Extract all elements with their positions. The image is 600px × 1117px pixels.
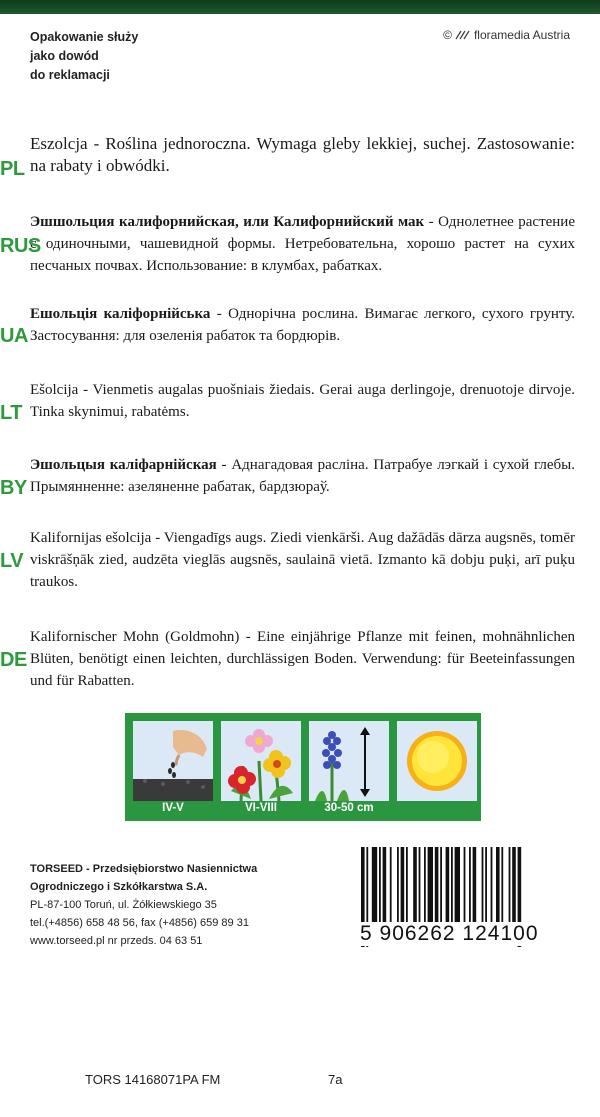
- barcode-bar: [455, 847, 460, 923]
- warranty-line: do reklamacji: [30, 68, 110, 82]
- company-address: PL-87-100 Toruń, ul. Żółkiewskiego 35: [30, 899, 217, 911]
- flowering-label: VI-VIII: [245, 802, 277, 814]
- description-body: - Однолетнее растение с одиночными, чашевидной формы. Нетребовательна, хорошо растет на сухих песчаных почвах. Использование: в клумбах, рабатках.: [30, 214, 575, 274]
- description-text: [30, 454, 575, 498]
- description-text: [30, 133, 575, 177]
- barcode-bar: [424, 847, 426, 923]
- description-de: [30, 626, 575, 692]
- company-name-line1: TORSEED - Przedsiębiorstwo Nasiennictwa: [30, 863, 258, 875]
- height-label: 30-50 cm: [324, 802, 374, 814]
- barcode-bar: [419, 847, 421, 923]
- barcode-bar: [485, 847, 487, 923]
- barcode-bar: [509, 847, 511, 923]
- barcode-bar: [383, 847, 387, 923]
- warranty-note: [30, 28, 230, 85]
- sowing-label: IV-V: [162, 802, 184, 814]
- barcode-bar: [406, 847, 408, 923]
- barcode-bar: [501, 847, 503, 923]
- barcode-bar: [428, 847, 433, 923]
- barcode-digits: 5 906262 124100: [360, 922, 575, 946]
- product-variant-number: 7a: [328, 1072, 343, 1087]
- description-rus: [30, 211, 575, 277]
- barcode-bar: [482, 847, 484, 923]
- description-body: - Roślina jednoroczna. Wymaga gleby lekkiej, suchej. Zastosowanie: na rabaty i obwódki.: [30, 134, 575, 175]
- description-pl: [30, 133, 575, 177]
- copyright-notice: [443, 28, 570, 42]
- lang-code-rus: RUS: [0, 235, 41, 257]
- floramedia-logo-icon: [455, 30, 471, 40]
- barcode-bar: [464, 847, 466, 923]
- description-text: [30, 379, 575, 423]
- flowering-icon: [221, 721, 301, 801]
- barcode-bar: [397, 847, 399, 923]
- description-lead: Ешольція каліфорнійська: [30, 306, 211, 322]
- description-text: [30, 527, 575, 593]
- description-lead: Эшшольция калифорнийская, или Калифорнийский мак: [30, 214, 425, 230]
- height-icon: [309, 721, 389, 801]
- description-body: Ešolcija - Vienmetis augalas puošniais žiedais. Gerai auga derlingoje, drenuotoje dirvoje. Tinka skynimui, rabatėms.: [30, 382, 575, 420]
- description-text: [30, 211, 575, 277]
- description-lt: [30, 379, 575, 423]
- lang-code-by: BY: [0, 477, 27, 499]
- product-code: TORS 14168071PA FM: [85, 1072, 221, 1087]
- description-by: [30, 454, 575, 498]
- description-lv: [30, 527, 575, 593]
- barcode-bar: [413, 847, 417, 923]
- barcode-bar: [451, 847, 453, 923]
- company-website: www.torseed.pl nr przeds. 04 63 51: [30, 935, 203, 947]
- barcode-bar: [401, 847, 405, 923]
- barcode-bar: [440, 847, 442, 923]
- description-text: [30, 626, 575, 692]
- lang-code-de: DE: [0, 649, 27, 671]
- company-name-line2: Ogrodniczego i Szkółkarstwa S.A.: [30, 881, 208, 893]
- description-body: - Аднагадовая расліна. Патрабуе лэгкай і сухой глебы. Прымянненне: азеляненне рабатак, бардзюраў.: [30, 457, 575, 495]
- description-body: Kalifornischer Mohn (Goldmohn) - Eine einjährige Pflanze mit feinen, mohnähnlichen Blüten, benötigt einen leichten, durchlässigen Boden. Verwendung: für Beeteinfassungen und für Rabatten.: [30, 629, 575, 689]
- barcode-bar: [469, 847, 471, 923]
- barcode-bar: [390, 847, 392, 923]
- company-phone: tel.(+4856) 658 48 56, fax (+4856) 659 89 31: [30, 917, 249, 929]
- barcode-bar: [379, 847, 381, 923]
- top-color-band: [0, 0, 600, 14]
- description-body: Kalifornijas ešolcija - Viengadīgs augs. Ziedi vienkārši. Aug dažādās dārza augsnēs, tomēr viskrāšņāk zied, audzēta vieglās augsnēs, saulainā vietā. Izmanto kā dobju puķi, arī puķu traukos.: [30, 530, 575, 590]
- description-text: [30, 303, 575, 347]
- lang-code-pl: PL: [0, 158, 25, 180]
- description-body: - Однорічна рослина. Вимагає легкого, сухого грунту. Застосування: для озеленія рабаток та бордюрів.: [30, 306, 575, 344]
- barcode-bar: [473, 847, 477, 923]
- sun-icon: [397, 721, 477, 801]
- description-lead: Eszolcja: [30, 134, 88, 153]
- lang-code-lv: LV: [0, 550, 24, 572]
- barcode-bar: [446, 847, 450, 923]
- barcode-bar: [496, 847, 500, 923]
- barcode-bar: [372, 847, 377, 923]
- description-ua: [30, 303, 575, 347]
- copyright-text: floramedia Austria: [473, 28, 570, 42]
- company-info: [30, 860, 350, 950]
- growing-info-icons: [125, 713, 481, 821]
- lang-code-lt: LT: [0, 402, 22, 424]
- barcode-bar: [512, 847, 516, 923]
- sowing-icon: [133, 721, 213, 801]
- barcode-bar: [435, 847, 439, 923]
- description-lead: Эшольцыя каліфарнійская: [30, 457, 217, 473]
- copyright-symbol: ©: [443, 28, 452, 42]
- warranty-line: Opakowanie służy: [30, 30, 139, 44]
- warranty-line: jako dowód: [30, 49, 99, 63]
- lang-code-ua: UA: [0, 325, 28, 347]
- barcode-bar: [491, 847, 493, 923]
